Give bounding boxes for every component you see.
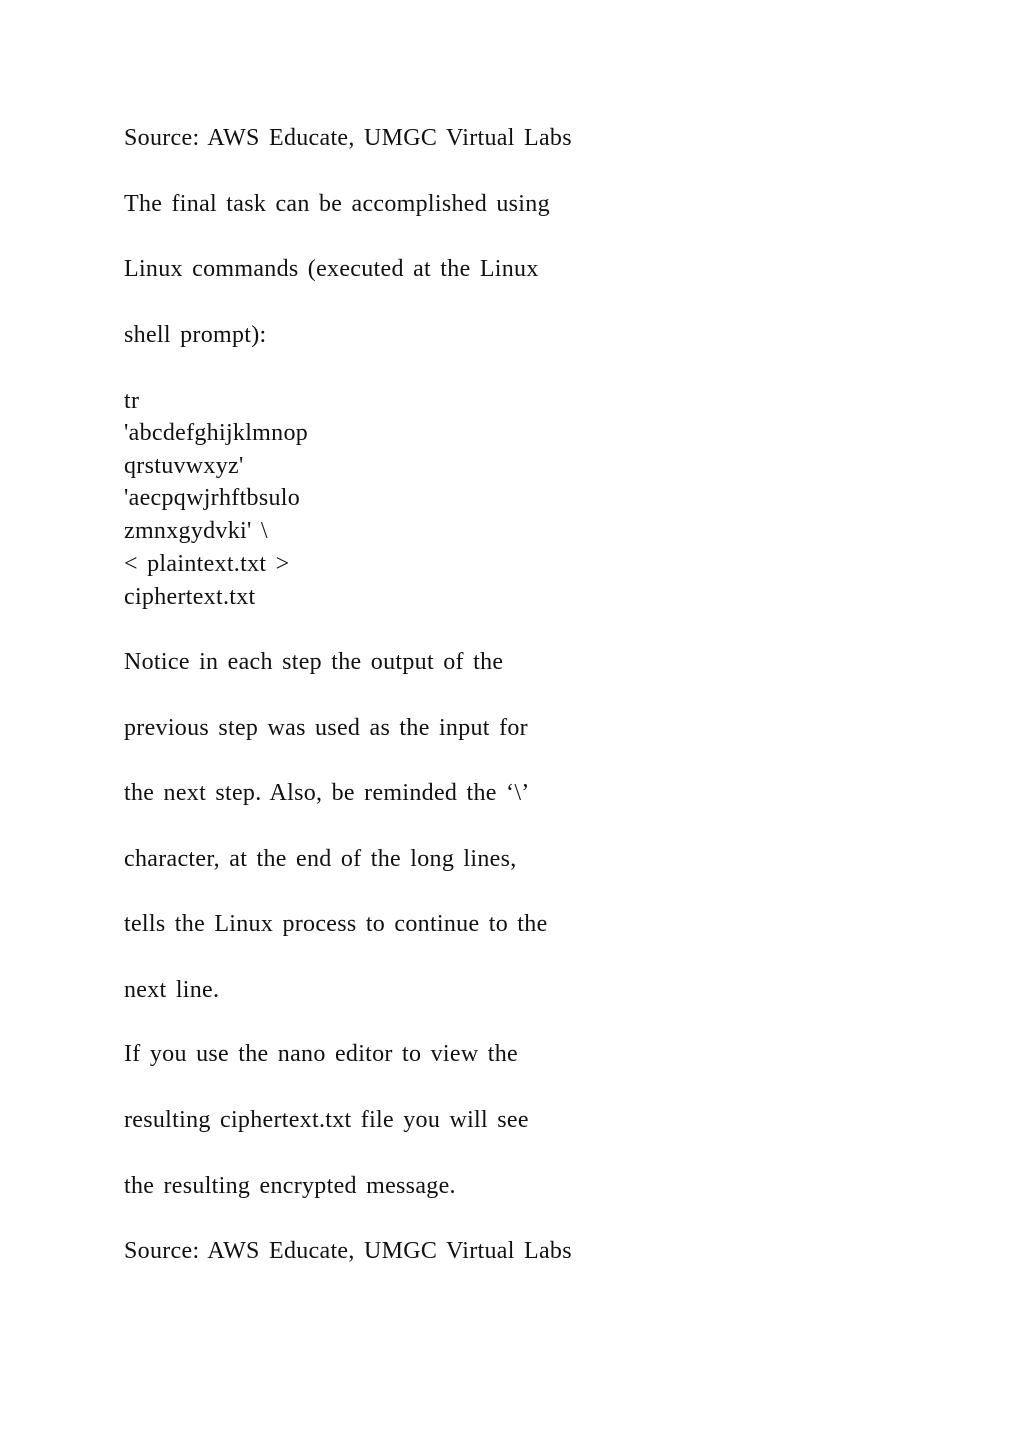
paragraph-line: resulting ciphertext.txt file you will see	[124, 1107, 529, 1133]
command-line: tr	[124, 388, 140, 414]
paragraph-line: character, at the end of the long lines,	[124, 846, 517, 872]
paragraph-line: shell prompt):	[124, 322, 267, 348]
paragraph-line: Notice in each step the output of the	[124, 649, 504, 675]
paragraph-line: the resulting encrypted message.	[124, 1173, 456, 1199]
paragraph-line: tells the Linux process to continue to the	[124, 911, 548, 937]
paragraph-line: next line.	[124, 977, 220, 1003]
paragraph-line: the next step. Also, be reminded the ‘\’	[124, 780, 530, 806]
document-page	[124, 0, 904, 1449]
command-line: ciphertext.txt	[124, 584, 256, 610]
command-line: qrstuvwxyz'	[124, 453, 244, 479]
command-line: 'aecpqwjrhftbsulo	[124, 485, 301, 511]
paragraph-line: previous step was used as the input for	[124, 715, 528, 741]
command-line: zmnxgydvki' \	[124, 518, 268, 544]
paragraph-line: The final task can be accomplished using	[124, 191, 550, 217]
command-line: < plaintext.txt >	[124, 551, 290, 577]
source-line-top: Source: AWS Educate, UMGC Virtual Labs	[124, 125, 572, 151]
command-line: 'abcdefghijklmnop	[124, 420, 309, 446]
paragraph-line: Linux commands (executed at the Linux	[124, 256, 539, 282]
source-line-bottom: Source: AWS Educate, UMGC Virtual Labs	[124, 1238, 572, 1264]
paragraph-line: If you use the nano editor to view the	[124, 1041, 518, 1067]
